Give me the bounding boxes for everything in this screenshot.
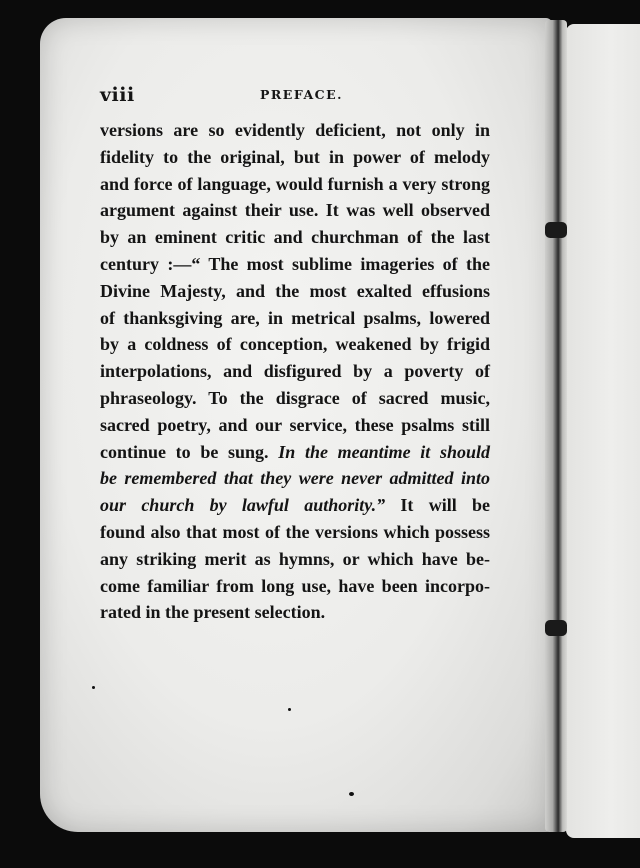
binding-clip-bottom: [545, 620, 567, 636]
italic-quote-segment: our church by lawful authority.”: [100, 495, 386, 516]
book-gutter: [545, 20, 567, 832]
body-paragraph: [100, 117, 490, 626]
text-line: by an eminent critic and churchman of the last: [100, 227, 490, 248]
running-head: PREFACE.: [260, 87, 343, 102]
text-segment: continue to be sung.: [100, 441, 269, 462]
text-line: century :—“ The most sublime imageries of the: [100, 253, 490, 274]
italic-quote-segment: be remembered that they were never admitted into: [100, 468, 490, 489]
text-line-mixed: [100, 439, 490, 466]
text-line: found also that most of the versions which possess: [100, 521, 490, 542]
binding-clip-top: [545, 222, 567, 238]
text-line: interpolations, and disfigured by a poverty of: [100, 361, 490, 382]
text-line: Divine Majesty, and the most exalted effusions: [100, 280, 490, 301]
page-number: viii: [100, 84, 135, 106]
text-line-italic: [100, 465, 490, 492]
page-header: [100, 84, 490, 106]
italic-quote-segment: In the meantime it should: [278, 441, 490, 462]
text-line: argument against their use. It was well observed: [100, 200, 490, 221]
text-line-last: rated in the present selection.: [100, 602, 326, 623]
text-line: by a coldness of conception, weakened by frigid: [100, 334, 490, 355]
show-through-text: [70, 640, 520, 662]
text-line: sacred poetry, and our service, these psalms still: [100, 414, 490, 435]
text-line: come familiar from long use, have been incorpo-: [100, 575, 490, 596]
text-segment: It will be: [400, 495, 491, 516]
text-line: of thanksgiving are, in metrical psalms, lowered: [100, 307, 490, 328]
ink-speck: [288, 708, 291, 711]
text-line: and force of language, would furnish a very strong: [100, 173, 490, 194]
text-line: phraseology. To the disgrace of sacred music,: [100, 387, 490, 408]
text-line: fidelity to the original, but in power of melody: [100, 146, 490, 167]
text-line-mixed: [100, 492, 490, 519]
ink-speck: [92, 686, 95, 689]
text-line: any striking merit as hymns, or which have be-: [100, 548, 490, 569]
facing-page-edge: [566, 24, 640, 838]
text-line: versions are so evidently deficient, not only in: [100, 120, 490, 140]
ink-speck: [349, 792, 354, 796]
